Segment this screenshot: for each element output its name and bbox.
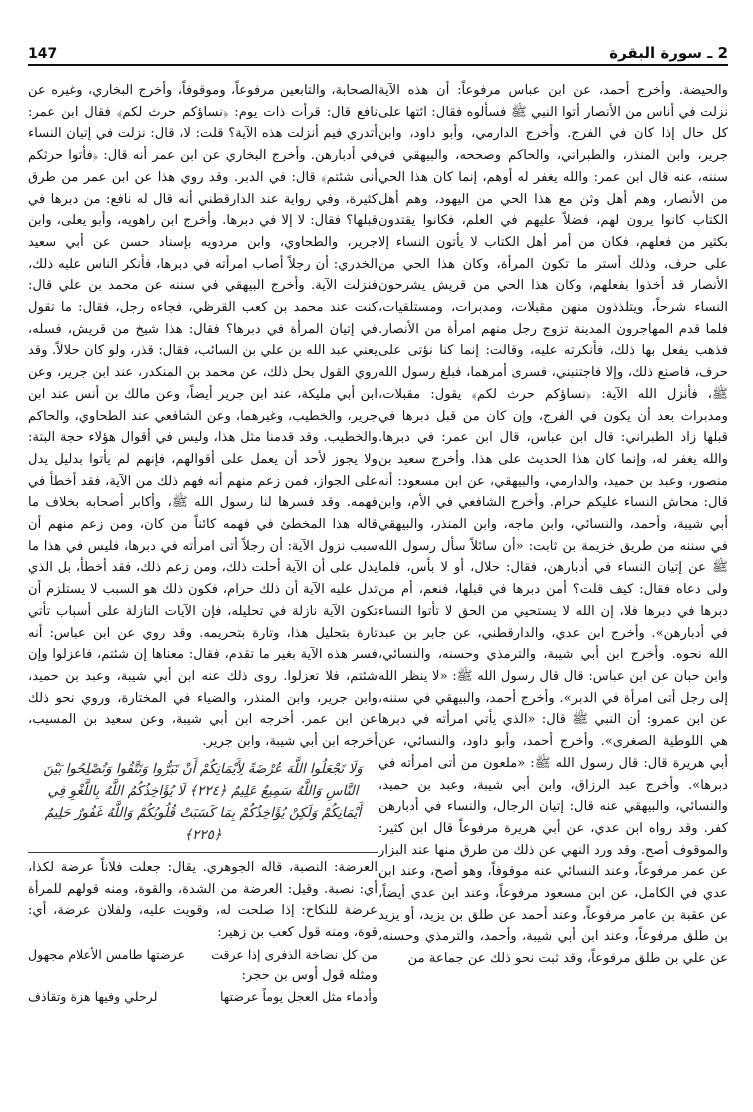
right-column-text: والحيضة. وأخرج أحمد، عن ابن عباس مرفوعاً: أن هذه الآية نزلت في أناس من الأنصار أتوا النبي ﷺ فسألوه فقال: ائتها على كل حال إذا كان في الفرج. وأخرج الدارمي، وأبو داود، وابن جرير، وابن المنذر، والطبراني، والحاكم وصححه، والبيهقي في سننه، عنه قال ابن عمر: والله يغفر له أوهم، إنما كان هذا الحي من الأنصار، وهم أهل وثن مع هذا الحي من اليهود، وهم أهل الكتاب كانوا يرون لهم، فضلاً عليهم في العلم، فكانوا يقتدون بكثير من فعلهم، فكان من أمر أهل الكتاب لا يأتون النساء إلا على حرف، وذلك أستر ما تكون المرأة، وكان هذا الحي من الأنصار قد أخذوا بفعلهم، وكان هذا الحي من قريش يشرحون النساء شرحاً، ويتلذذون منهن مقبلات، ومدبرات، ومستلقيات، فلما قدم المهاجرون المدينة تزوج رجل منهم امرأة من الأنصار. فذهب يفعل بها ذلك، فأنكرته عليه، وقالت: إنما كنا نؤتى على حرف، فاصنع ذلك، وإلا فاجتنبني، فسرى أمرهما، فبلغ رسول الله ﷺ، فأنزل الله الآية: ﴿نساؤكم حرث لكم﴾ يقول: مقبلات، ومدبرات بعد أن يكون في الفرج، وإن كان من قبل دبرها في قبلها زاد الطبراني: قال ابن عباس، قال ابن عمر: في دبرها. والله يغفر له، وإنما كان هذا الحديث على هذا. وأخرج سعيد بن منصور، وعبد بن حميد، والدارمي، والبيهقي، عن ابن مسعود: أنه قال: محاش النساء عليكم حرام. وأخرج الشافعي في الأم، وابن أبي شيبة، وأحمد، والنسائي، وابن ماجه، وابن المنذر، والبيهقي في سننه من طريق خزيمة بن ثابت: «أن سائلاً سأل رسول الله ﷺ عن إتيان النساء في أدبارهن، فقال: حلال، أو لا بأس، فلما ولى دعاه فقال: كيف قلت؟ أمن دبرها في قبلها، فنعم، أم من دبرها في دبرها فلا، إن الله لا يستحيي من الحق لا تأتوا النساء في أدبارهن». وأخرج ابن عدي، والدارقطني، عن جابر بن عبد الله نحوه. وأخرج ابن أبي شيبة، والترمذي وحسنه، والنسائي، وابن حبان عن ابن عباس: قال قال رسول الله ﷺ: «لا ينظر الله إلى رجل أتى امرأة في الدبر». وأخرج أحمد، والبيهقي في سننه، عن ابن عمرو: أن النبي ﷺ قال: «الذي يأتي امرأته في دبرها هي اللوطية الصغرى». وأخرج أحمد، وأبو داود، والنسائي، عن أبي هريرة قال: قال رسول الله ﷺ: «ملعون من أتى امرأته في دبرها». وأخرج عبد الرزاق، وابن أبي شيبة، وعبد بن حميد، والنسائي، والبيهقي عنه قال: إتيان الرجال، والنساء في أدبارهن كفر. وقد رواه ابن عدي، عن أبي هريرة مرفوعاً قال ابن كثير: والموقوف أصح. وقد ورد النهي عن ذلك من طرق منها عند البزار عن عمر مرفوعاً، وعند النسائي عنه موقوفاً، وهو أصح، وعند ابن عدي في الكامل، عن ابن مسعود مرفوعاً، وعند ابن عدي أيضاً، عن عقبة بن عامر مرفوعاً، وعند أحمد عن طلق بن يزيد، أو يزيد بن طلق مرفوعاً، وعند ابن أبي شيبة، وأحمد، والترمذي وحسنه، عن علي بن طلق مرفوعاً، وقد ثبت نحو ذلك عن جماعة من bbox=[378, 83, 728, 967]
left-column-text: الصحابة، والتابعين مرفوعاً، وموقوفاً، وأخرج البخاري، وغيره عن نافع قال: قرأت ذات يوم: ﴿نساؤكم حرث لكم﴾ فقال ابن عمر: أتدري فيم أنزلت هذه الآية؟ قلت: لا، قال: نزلت في إتيان النساء في أدبارهن. وأخرج البخاري عن ابن عمر أنه قال: ﴿فأتوا حرثكم أنى شئتم﴾ قال: في الدبر. وقد روي هذا عن ابن عمر من طرق كثيرة، وفي رواية عند الدارقطني أنه قال له نافع: من دبرها في قبلها؟ فقال: لا إلا في دبرها. وأخرج ابن راهويه، وأبو يعلى، وابن جرير، والطحاوي، وابن مردويه بإسناد حسن عن أبي سعيد الخدري: أن رجلاً أصاب امرأته في دبرها، فأنكر الناس عليه ذلك، فنزلت الآية. وأخرج البيهقي في سننه عن محمد بن علي قال: كنت عند محمد بن كعب القرظي، فجاءه رجل، فقال: ما تقول في إتيان المرأة في دبرها؟ فقال: هذا شيخ من قريش، فسله، يعني عبد الله بن علي بن السائب، فقال: قذر، ولو كان حلالاً. وقد روي القول بحل ذلك، عن محمد بن المنكدر، عند ابن جرير، وعن ابن أبي مليكة، عند ابن جرير أيضاً، وعن مالك بن أنس عند ابن جرير، والخطيب، وغيرهما، وعن الشافعي عند الطحاوي، والحاكم والخطيب. وقد قدمنا مثل هذا، وليس في أقوال هؤلاء حجة البتة: ولا يجوز لأحد أن يعمل على أقوالهم، فإنهم لم يأتوا بدليل يدل على الجواز، فمن زعم منهم أنه فهم ذلك من الآية، فقد أخطأ في فهمه. وقد فسرها لنا رسول الله ﷺ، وأكابر أصحابه بخلاف ما قاله هذا المخطئ في فهمه كائناً من كان، ومن زعم منهم أن سبب نزول الآية: أن رجلاً أتى امرأته في دبرها، فليس في هذا ما يدل على أن الآية أحلت ذلك، ومن زعم ذلك، فقد أخطأ، بل الذي تدل عليه الآية أن ذلك حرام، فكون ذلك هو السبب لا يستلزم أن تكون الآية نازلة في تحليله، فإن الآيات النازلة على أسباب تأتي تارة بتحليل هذا، وتارة بتحريمه. وقد روي عن ابن عباس: أنه فسر هذه الآية بغير ما تقدم، فقال: معناها إن شئتم، فاعزلوا وإن شئتم، فلا تعزلوا. روى ذلك عنه ابن أبي شيبة، وعبد بن حميد، وابن جرير، وابن المنذر، والضياء في المختارة، وروي نحو ذلك عن ابن عمر. أخرجه ابن أبي شيبة، وعن سعيد بن المسيب، أخرجه ابن أبي شيبة، وابن جرير. bbox=[28, 83, 378, 750]
verse-rule bbox=[28, 852, 378, 853]
poem-line-2 bbox=[28, 986, 378, 1007]
header-rule bbox=[28, 64, 728, 66]
poem-1-first-hemistich: من كل نضاخة الذفرى إذا عرقت bbox=[211, 946, 378, 962]
quran-verse: وَلَا تَجْعَلُوا اللَّهَ عُرْضَةً لِأَيْمَانِكُمْ أَنْ تَبَرُّوا وَتَتَّقُوا وَتُصْلِحُوا بَيْنَ النَّاسِ وَاللَّهُ سَمِيعٌ عَلِيمٌ ﴿٢٢٤﴾ لَا يُؤَاخِذُكُمُ اللَّهُ بِاللَّغْوِ فِي أَيْمَانِكُمْ وَلَكِنْ يُؤَاخِذُكُمْ بِمَا كَسَبَتْ قُلُوبُكُمْ وَاللَّهُ غَفُورٌ حَلِيمٌ ﴿٢٢٥﴾ bbox=[43, 760, 363, 843]
page-number: 147 bbox=[28, 46, 58, 62]
commentary-text: العرضة: النصبة، قاله الجوهري. يقال: جعلت فلاناً عرضة لكذا، أي: نصبة. وقيل: العرضة من الشدة، والقوة، ومنه قولهم للمرأة عرضة للنكاح: إذا صلحت له، وقويت عليه، ولفلان عرضة، أي: قوة، ومنه قول كعب بن زهير: bbox=[28, 859, 378, 940]
page-header bbox=[28, 40, 728, 62]
right-column bbox=[378, 80, 728, 1085]
poem-2-second-hemistich: لرحلي وفيها هزة وتقاذف bbox=[28, 989, 158, 1005]
left-column bbox=[28, 80, 378, 1085]
poem-1-second-hemistich: عرضتها طامس الأعلام مجهول bbox=[28, 946, 186, 962]
poem-2-intro: ومثله قول أوس بن حجر: bbox=[241, 967, 378, 983]
poem-line-1 bbox=[28, 944, 378, 965]
surah-title: 2 ـ سورة البقرة bbox=[609, 44, 728, 62]
poem-2-first-hemistich: وأدماء مثل العجل يوماً عرضتها bbox=[219, 989, 378, 1005]
